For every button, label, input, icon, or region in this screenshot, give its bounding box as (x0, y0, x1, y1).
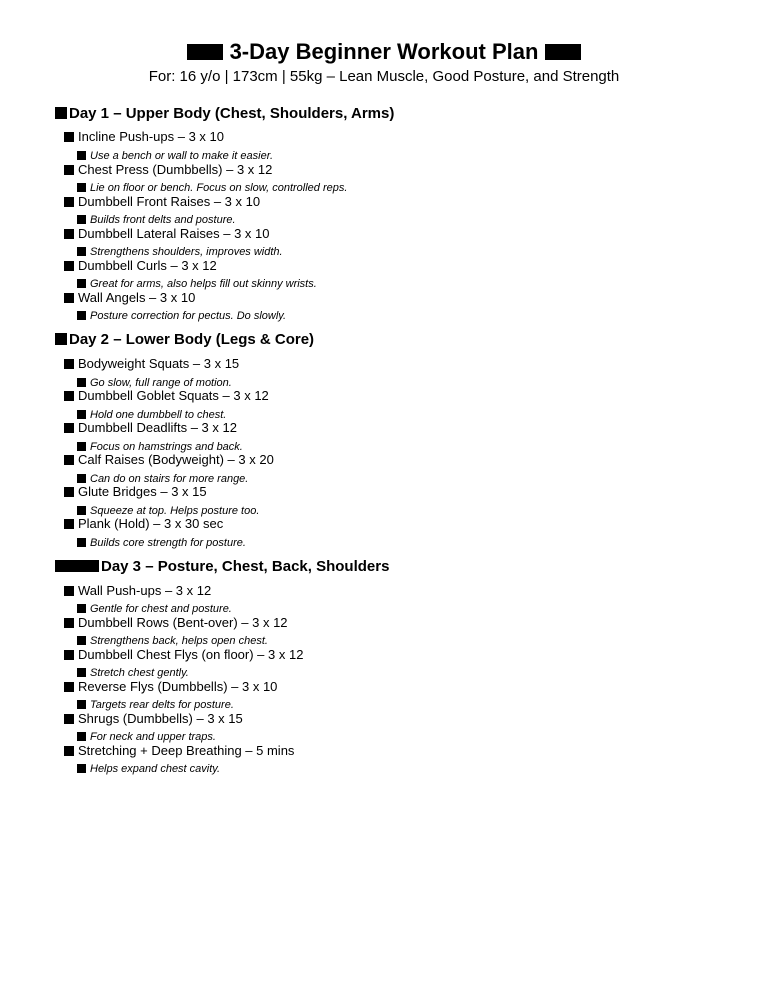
square-bullet-icons (55, 558, 101, 575)
exercise-name: Dumbbell Curls – 3 x 12 (78, 258, 217, 273)
page-subtitle: For: 16 y/o | 173cm | 55kg – Lean Muscle, Good Posture, and Strength (148, 68, 620, 85)
exercise-name: Shrugs (Dumbbells) – 3 x 15 (78, 711, 243, 726)
exercise-name: Reverse Flys (Dumbbells) – 3 x 10 (78, 679, 278, 694)
square-bullet-icon (77, 538, 86, 547)
day-1-heading (55, 105, 394, 123)
day-heading-text: Day 3 – Posture, Chest, Back, Shoulders (101, 558, 390, 575)
exercise-item (64, 226, 270, 242)
exercise-note-text: Builds core strength for posture. (90, 537, 246, 549)
square-bullet-icon (77, 247, 86, 256)
exercise-note-text: Builds front delts and posture. (90, 214, 236, 226)
square-bullet-icon (77, 604, 86, 613)
exercise-note-text: Gentle for chest and posture. (90, 603, 232, 615)
exercise-note-text: Targets rear delts for posture. (90, 699, 234, 711)
exercise-item (64, 420, 237, 436)
square-bullet-icon (77, 636, 86, 645)
square-bullet-icon (77, 764, 86, 773)
exercise-note-text: Use a bench or wall to make it easier. (90, 150, 274, 162)
square-bullet-icon (64, 487, 74, 497)
square-bullet-icon (77, 279, 86, 288)
exercise-name: Plank (Hold) – 3 x 30 sec (78, 516, 224, 531)
square-bullet-icon (64, 455, 74, 465)
exercise-note (77, 309, 286, 323)
square-bullet-icon (64, 132, 74, 142)
exercise-name: Wall Push-ups – 3 x 12 (78, 583, 212, 598)
square-bullet-icon (64, 391, 74, 401)
exercise-name: Bodyweight Squats – 3 x 15 (78, 356, 240, 371)
square-bullet-icon (77, 668, 86, 677)
square-bullet-icon (64, 586, 74, 596)
square-bullet-icon (77, 378, 86, 387)
exercise-item (64, 388, 269, 404)
exercise-item (64, 258, 217, 274)
exercise-name: Chest Press (Dumbbells) – 3 x 12 (78, 162, 273, 177)
exercise-note (77, 698, 234, 712)
square-bullet-icon (77, 151, 86, 160)
exercise-name: Wall Angels – 3 x 10 (78, 290, 196, 305)
exercise-note (77, 213, 236, 227)
square-bullet-icon (77, 410, 86, 419)
square-bullet-icon (64, 197, 74, 207)
exercise-note-text: Helps expand chest cavity. (90, 763, 221, 775)
exercise-item (64, 452, 274, 468)
square-bullet-icon (64, 359, 74, 369)
page-title-row (0, 37, 768, 67)
exercise-note-text: Lie on floor or bench. Focus on slow, controlled reps. (90, 182, 348, 194)
exercise-item (64, 484, 207, 500)
square-bullet-icon (64, 618, 74, 628)
page-title: 3-Day Beginner Workout Plan (229, 39, 539, 64)
exercise-name: Glute Bridges – 3 x 15 (78, 484, 207, 499)
exercise-name: Stretching + Deep Breathing – 5 mins (78, 743, 295, 758)
exercise-note (77, 730, 216, 744)
square-bullet-icon (77, 732, 86, 741)
exercise-item (64, 194, 260, 210)
square-bullet-icon (77, 215, 86, 224)
square-bullet-icon (77, 442, 86, 451)
exercise-note (77, 245, 283, 259)
exercise-item (64, 679, 277, 695)
square-bullet-icon (64, 650, 74, 660)
square-bullet-icon (64, 519, 74, 529)
square-bullet-icon (77, 474, 86, 483)
exercise-note (77, 277, 317, 291)
square-bullet-icon (55, 107, 67, 119)
day-2-heading (55, 331, 314, 349)
exercise-note-text: Strengthens shoulders, improves width. (90, 246, 283, 258)
square-bullet-icon (64, 746, 74, 756)
exercise-note (77, 762, 220, 776)
square-bullet-icon (64, 261, 74, 271)
exercise-note-text: Strengthens back, helps open chest. (90, 635, 268, 647)
day-heading-text: Day 2 – Lower Body (Legs & Core) (69, 331, 315, 348)
exercise-note (77, 666, 189, 680)
square-bullet-icon (77, 311, 86, 320)
exercise-item (64, 583, 211, 599)
exercise-note-text: Go slow, full range of motion. (90, 377, 232, 389)
square-bullet-icon (77, 506, 86, 515)
exercise-name: Dumbbell Lateral Raises – 3 x 10 (78, 226, 270, 241)
square-bullet-icon (64, 682, 74, 692)
square-bullet-icon (64, 423, 74, 433)
title-left-square-icons (187, 37, 223, 67)
exercise-note (77, 634, 268, 648)
exercise-name: Dumbbell Goblet Squats – 3 x 12 (78, 388, 269, 403)
exercise-name: Dumbbell Deadlifts – 3 x 12 (78, 420, 237, 435)
exercise-note-text: Squeeze at top. Helps posture too. (90, 505, 260, 517)
exercise-name: Dumbbell Chest Flys (on floor) – 3 x 12 (78, 647, 304, 662)
exercise-name: Dumbbell Front Raises – 3 x 10 (78, 194, 261, 209)
exercise-note-text: Stretch chest gently. (90, 667, 189, 679)
exercise-note-text: Focus on hamstrings and back. (90, 441, 243, 453)
title-right-square-icons (545, 37, 581, 67)
exercise-note-text: Great for arms, also helps fill out skinny wrists. (90, 278, 317, 290)
exercise-item (64, 647, 303, 663)
exercise-item (64, 290, 195, 306)
square-bullet-icon (64, 714, 74, 724)
square-bullet-icon (64, 229, 74, 239)
exercise-name: Incline Push-ups – 3 x 10 (78, 129, 224, 144)
exercise-item (64, 615, 288, 631)
square-bullet-icon (77, 700, 86, 709)
exercise-item (64, 129, 224, 145)
exercise-name: Dumbbell Rows (Bent-over) – 3 x 12 (78, 615, 288, 630)
exercise-note (77, 602, 232, 616)
exercise-note (77, 149, 273, 163)
exercise-item (64, 516, 223, 532)
day-heading-text: Day 1 – Upper Body (Chest, Shoulders, Arms) (69, 105, 395, 122)
square-bullet-icon (64, 293, 74, 303)
exercise-note-text: Posture correction for pectus. Do slowly. (90, 310, 287, 322)
exercise-item (64, 711, 243, 727)
exercise-item (64, 743, 294, 759)
exercise-note (77, 536, 246, 550)
exercise-note-text: For neck and upper traps. (90, 731, 216, 743)
square-bullet-icon (55, 333, 67, 345)
square-bullet-icon (77, 183, 86, 192)
exercise-note-text: Hold one dumbbell to chest. (90, 409, 227, 421)
exercise-item (64, 356, 239, 372)
exercise-note-text: Can do on stairs for more range. (90, 473, 249, 485)
square-bullet-icon (64, 165, 74, 175)
exercise-note (77, 181, 347, 195)
exercise-item (64, 162, 272, 178)
exercise-name: Calf Raises (Bodyweight) – 3 x 20 (78, 452, 274, 467)
day-3-heading (55, 558, 389, 576)
